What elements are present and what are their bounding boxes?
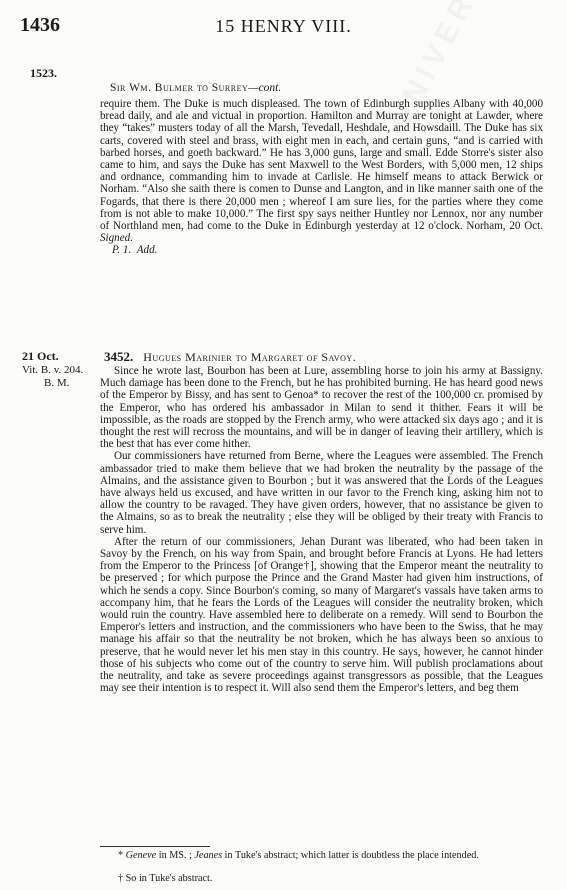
entry-number: 3452. xyxy=(104,349,134,364)
entry-paragraph-1: Since he wrote last, Bourbon has been at Lure, assembling horse to join his army at Bassigny. Much damage has been done to the French, but he has prohibited burning. He has heard good news of the Emperor by Bissy, and has sent to Genoa* to recover the rest of the 100,000 cr. promised by the Emperor, who has ordered his ambassador in Milan to send it thither. Fears it will be impossible, as the roads are stopped by the French army, who were attacked six days ago ; and it is thought the rest will recross the mountains, and will be in danger of leaving their artillery, which is the best that has ever come hither. xyxy=(100,365,543,451)
running-title: 15 HENRY VIII. xyxy=(215,16,352,36)
year-margin-note: 1523. xyxy=(30,66,57,80)
signed-note: Signed. xyxy=(100,232,133,245)
entry-repository: B. M. xyxy=(44,377,70,389)
page-number: 1436 xyxy=(20,14,60,36)
entry-paragraph-2: Our commissioners have returned from Berne, where the Leagues were assembled. The French ambassador tried to make them believe that we had broken the neutrality by the passage of the Almains, and the assistance given to Bourbon ; but it was answered that the Lords of the Leagues have always held us excused, and have written in our favor to the French king, asking him not to allow the country to be ravaged. They have given orders, however, that no assistance be given to the Almains, so as to break the neutrality ; else they will be obliged by their treaty with Francis to serve him. xyxy=(100,450,543,536)
footnote-1-rest: in Tuke's abstract; which latter is doubtless the place intended. xyxy=(222,850,479,861)
entry-body xyxy=(100,365,543,694)
pages-note: P. 1. xyxy=(112,244,132,257)
footnote-1-term-2: Jeanes xyxy=(194,850,223,861)
entry-date: 21 Oct. xyxy=(22,349,59,363)
entry-reference: Vit. B. v. 204. xyxy=(22,364,84,376)
continued-end-notes xyxy=(100,244,543,256)
entry-heading xyxy=(104,349,356,365)
footnote-1-term-1: Geneve xyxy=(125,850,157,861)
page-header xyxy=(0,14,567,48)
entry-title: Hugues Marinier to Margaret of Savoy. xyxy=(143,350,357,364)
footnote-1-mark: * xyxy=(118,850,124,861)
footnote-2: † So in Tuke's abstract. xyxy=(118,873,213,884)
entry-paragraph-3: After the return of our commissioners, Jehan Durant was liberated, who had been taken in Savoy by the French, on his way from Spain, and brought before Francis at Lyons. He had letters from the Emperor to the Princess [of Orange†], showing that the Emperor meant the neutrality to be preserved ; for which purpose the Prince and the Grand Master had given him instructions, of which he sends a copy. Since Bourbon's coming, so many of Margaret's vassals have taken arms to accompany him, that he fears the Lords of the Leagues will consider the neutrality broken, which would ruin the country. Have assembled here to deliberate on a remedy. Will send to Bourbon the Emperor's letters and instruction, and the commissioners who have been to the Swiss, that he may manage his affair so that the neutrality be not broken, which he has always been so anxious to preserve, that he would never let his men stay in this country. He says, however, he cannot hinder those of his subjects who come out of the country to serve him. Will publish proclamations about the neutrality, and take as severe proceedings against transgressors as possible, that the Leagues may see their intention is to respect it. Will also send them the Emperor's letters, and beg them xyxy=(100,535,543,695)
footnote-rule xyxy=(100,846,210,847)
continued-heading-title: Sir Wm. Bulmer to Surrey xyxy=(110,82,249,94)
continued-paragraph xyxy=(100,98,543,244)
footnote-1 xyxy=(118,850,538,862)
continued-heading xyxy=(110,82,281,94)
footnote-1-mid: in MS. ; xyxy=(156,850,195,861)
continued-letter-body xyxy=(100,98,543,257)
add-note: Add. xyxy=(136,244,158,257)
continued-suffix: —cont. xyxy=(248,82,282,94)
continued-text: require them. The Duke is much displeased. The town of Edinburgh supplies Albany with 40,000 bread daily, and ale and victual in proportion. Hamilton and Murray are tonight at Lawder, where they “takes” musters today of all the Marsh, Tevedall, Heshdale, and Howsdaill. The Duke has six carts, covered with steel and brass, with eight men in each, and certain guns, “and is carried with barbed horses, and goeth backward.” He has 3,000 guns, large and small. Edde Storre's sister also came to him, and says the Duke has sent Maxwell to the West Borders, with 5,000 men, 12 ships and ordnance, commanding him to invade at Carlisle. He himself means to attack Berwick or Norham. “Also she saith there is comen to Dunse and Langton, and in like manner saith one of the Fogards, that there is there 20,000 men ; whereof I am sure lies, for the parties where they come from is not able to make 10,000.” The first spy says neither Huntley nor Lennox, nor any number of Northland men, had come to the Duke in Edinburgh yesterday at 12 o'clock. Norham, 20 Oct. xyxy=(100,98,543,233)
